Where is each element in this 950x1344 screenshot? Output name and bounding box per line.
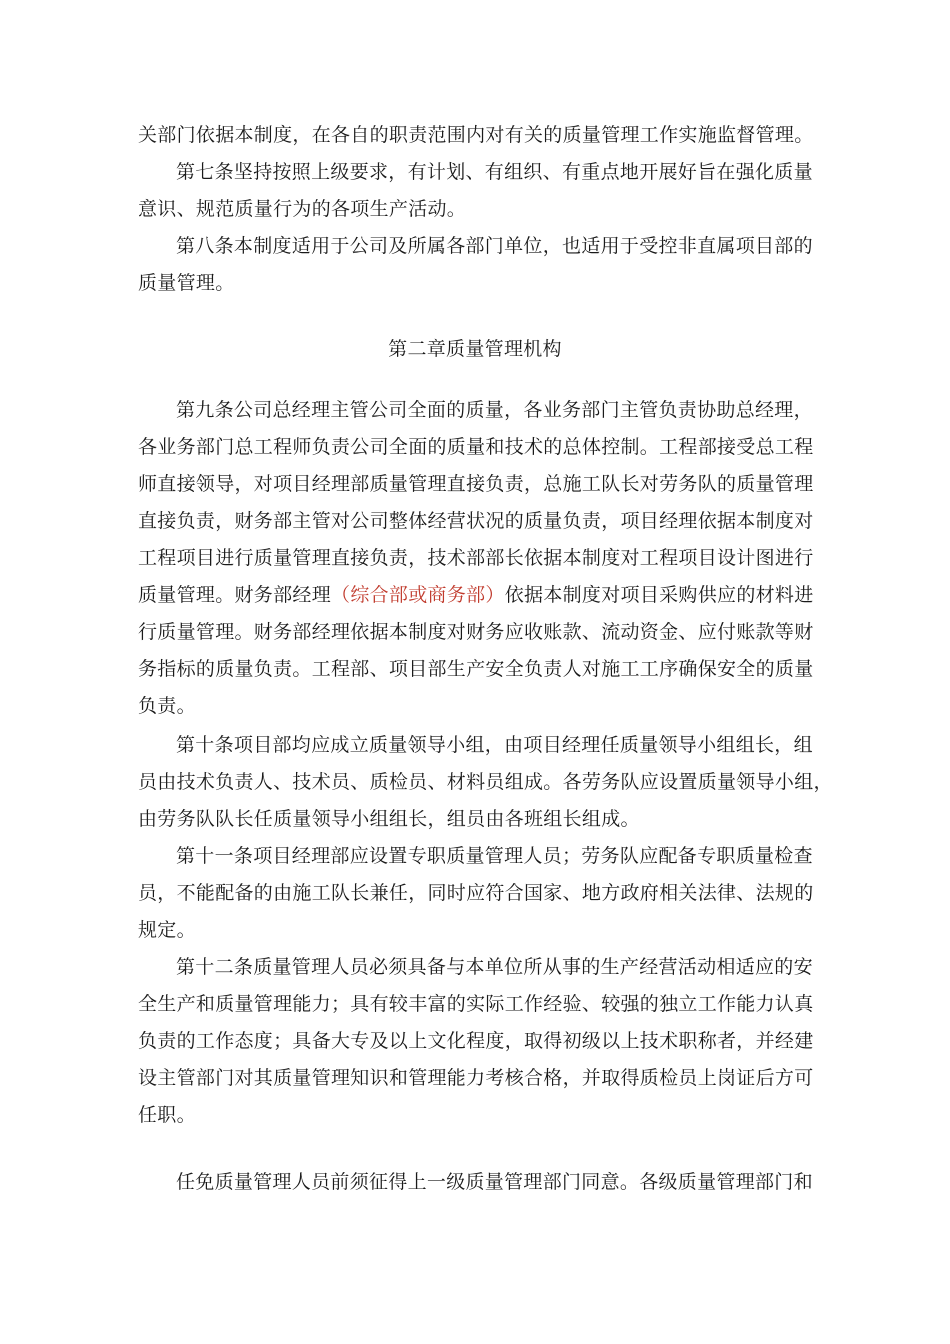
chapter-heading: 第二章质量管理机构 xyxy=(388,338,562,360)
article-11-line: 第十一条项目经理部应设置专职质量管理人员；劳务队应配备专职质量检查 xyxy=(176,845,813,867)
paragraph-line: 全生产和质量管理能力；具有较丰富的实际工作经验、较强的独立工作能力认真 xyxy=(138,993,814,1015)
paragraph-line: 任免质量管理人员前须征得上一级质量管理部门同意。各级质量管理部门和 xyxy=(176,1171,813,1193)
line-text: 质量管理。财务部经理 xyxy=(138,584,332,606)
line-text: 依据本制度对项目采购供应的材料进 xyxy=(504,584,814,606)
paragraph-line: 务指标的质量负责。工程部、项目部生产安全负责人对施工工序确保安全的质量 xyxy=(138,658,814,680)
paragraph-line: 各业务部门总工程师负责公司全面的质量和技术的总体控制。工程部接受总工程 xyxy=(138,436,814,458)
paragraph-line: 任职。 xyxy=(138,1104,196,1126)
article-8-line: 第八条本制度适用于公司及所属各部门单位，也适用于受控非直属项目部的 xyxy=(176,235,813,257)
paragraph-line: 直接负责，财务部主管对公司整体经营状况的质量负责，项目经理依据本制度对 xyxy=(138,510,814,532)
paragraph-line: 规定。 xyxy=(138,919,196,941)
article-7-line: 第七条坚持按照上级要求，有计划、有组织、有重点地开展好旨在强化质量 xyxy=(176,161,813,183)
article-9-line: 第九条公司总经理主管公司全面的质量，各业务部门主管负责协助总经理， xyxy=(176,399,813,421)
paragraph-line: 意识、规范质量行为的各项生产活动。 xyxy=(138,198,467,220)
paragraph-line xyxy=(138,583,814,607)
paragraph-line: 由劳务队队长任质量领导小组组长，组员由各班组长组成。 xyxy=(138,808,640,830)
paragraph-line: 负责。 xyxy=(138,695,196,717)
paragraph-line: 员由技术负责人、技术员、质检员、材料员组成。各劳务队应设置质量领导小组， xyxy=(138,771,833,793)
paragraph-line: 行质量管理。财务部经理依据本制度对财务应收账款、流动资金、应付账款等财 xyxy=(138,621,814,643)
highlighted-text: （综合部或商务部） xyxy=(331,584,505,606)
paragraph-line: 关部门依据本制度，在各自的职责范围内对有关的质量管理工作实施监督管理。 xyxy=(138,124,814,146)
paragraph-line: 设主管部门对其质量管理知识和管理能力考核合格，并取得质检员上岗证后方可 xyxy=(138,1067,814,1089)
paragraph-line: 员，不能配备的由施工队长兼任，同时应符合国家、地方政府相关法律、法规的 xyxy=(138,882,814,904)
article-12-line: 第十二条质量管理人员必须具备与本单位所从事的生产经营活动相适应的安 xyxy=(176,956,813,978)
paragraph-line: 工程项目进行质量管理直接负责，技术部部长依据本制度对工程项目设计图进行 xyxy=(138,547,814,569)
paragraph-line: 负责的工作态度；具备大专及以上文化程度，取得初级以上技术职称者，并经建 xyxy=(138,1030,814,1052)
paragraph-line: 师直接领导，对项目经理部质量管理直接负责，总施工队长对劳务队的质量管理 xyxy=(138,473,814,495)
article-10-line: 第十条项目部均应成立质量领导小组，由项目经理任质量领导小组组长，组 xyxy=(176,734,813,756)
paragraph-line: 质量管理。 xyxy=(138,272,235,294)
